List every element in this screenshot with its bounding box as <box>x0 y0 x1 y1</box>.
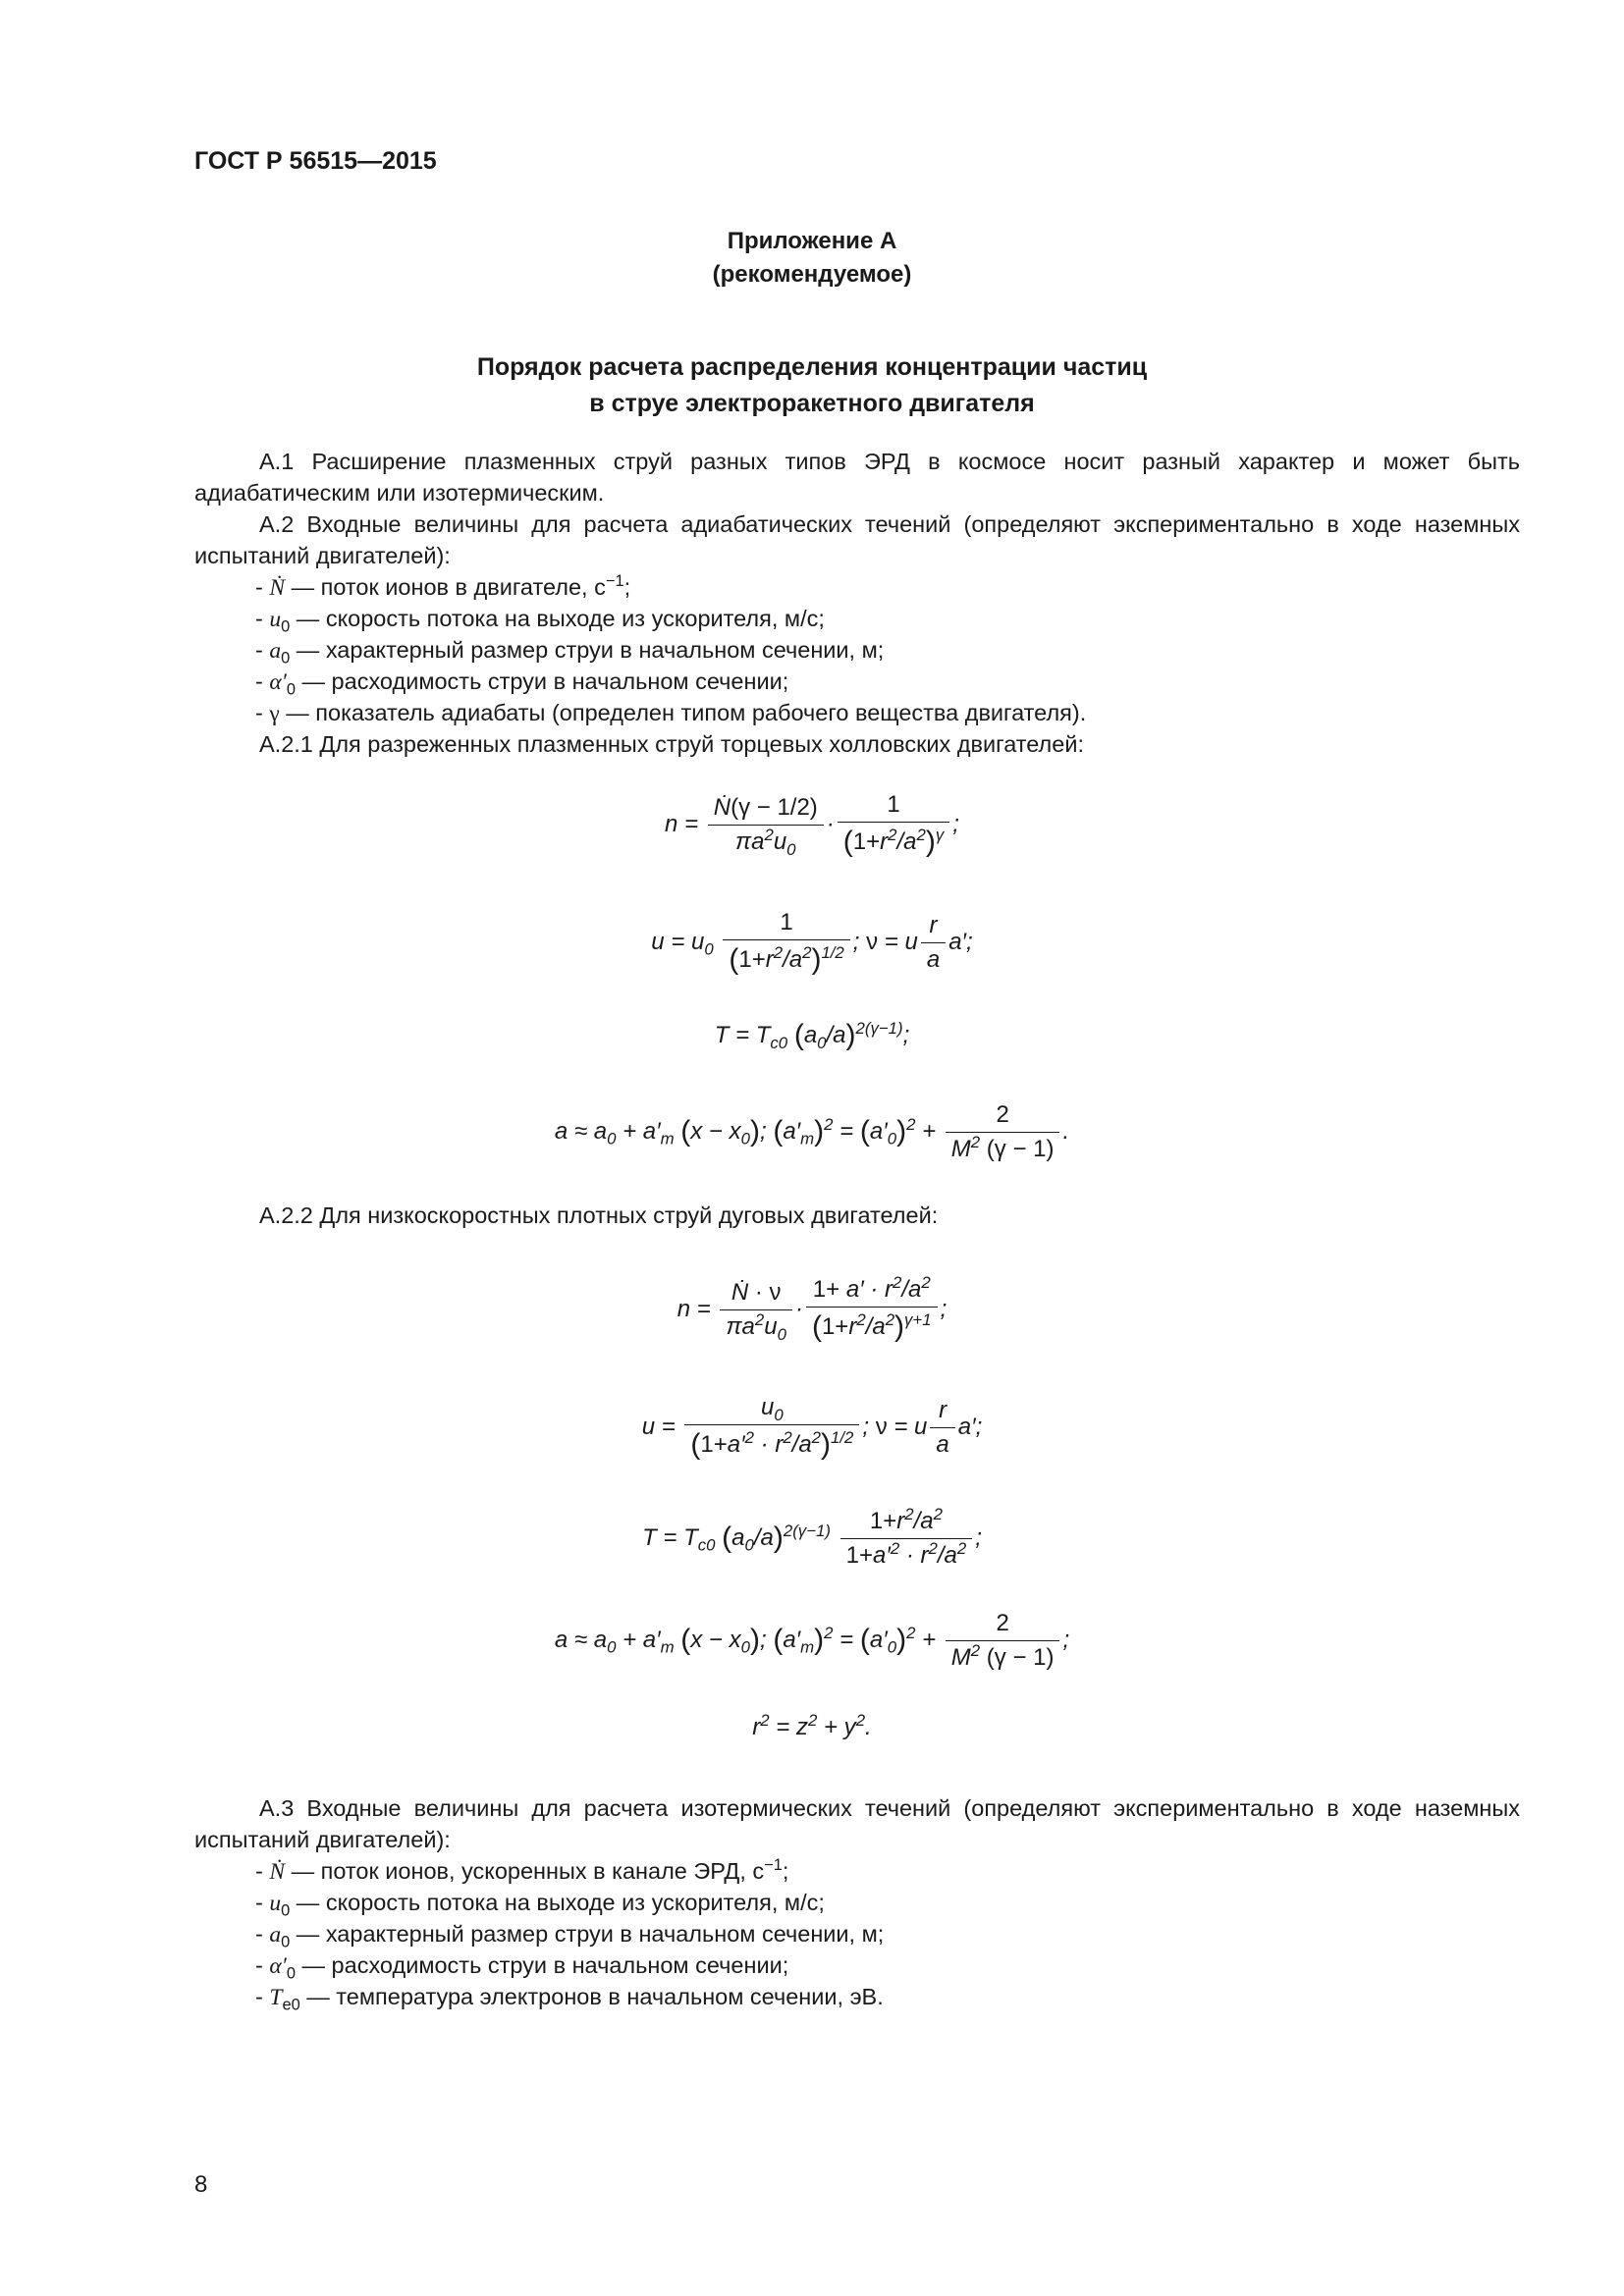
list-item: - $\alpha'_0$ — расходимость струи в начальном сечении; <box>255 1952 789 1983</box>
appendix-title: Приложение А <box>727 228 897 254</box>
list-item: - γ — показатель адиабаты (определен типом рабочего вещества двигателя). <box>255 700 1087 726</box>
list-item: - $u_0$ — скорость потока на выходе из ускорителя, м/с; <box>255 606 825 636</box>
formula-t-arc: $T = T_{c0}$ $(a_0/a)^{2(\gamma-1)}$ $\frac{1+r^2/a^2}{1+a'^2 \cdot r^2/a^2}$ ; <box>642 1505 982 1569</box>
section-title-line-2: в струе электроракетного двигателя <box>589 390 1035 417</box>
formula-u-v-adiabatic: $u = u_0$ $\frac{1}{(1+r^2/a^2)^{1/2}}$ ; ν = u $\frac{r}{a}$ a′; <box>651 909 973 976</box>
formula-a-arc: $a \approx a_0 + a'_m$ $(x - x_0)$; $(a'_m)^2 = (a'_0)^2$ + $\frac{2}{M^2 (\gamma - 1)}$ ; <box>554 1610 1070 1671</box>
formula-n-arc: n = $\frac{\text{Ṅ · ν}}{\pi a^2u_0}$ · $\frac{1+ a' \cdot r^2/a^2}{(1+r^2/a^2)^{\gamma+1}}$ ; <box>677 1273 947 1344</box>
paragraph-a2-1: А.2.1 Для разреженных плазменных струй торцевых холловских двигателей: <box>259 731 1084 757</box>
formula-a-adiabatic: $a \approx a_0 + a'_m$ $(x - x_0)$; $(a'_m)^2 = (a'_0)^2$ + $\frac{2}{M^2 (\gamma - 1)}$ . <box>554 1101 1070 1162</box>
paragraph-a2: А.2 Входные величины для расчета адиабатических течений (определяют экспериментально в ходе наземных испытаний двигателей): <box>194 511 1520 568</box>
document-id-header: ГОСТ Р 56515—2015 <box>194 147 437 175</box>
formula-u-v-arc: u = $\frac{u_0}{(1+a'^2 \cdot r^2/a^2)^{1/2}}$ ; ν = u $\frac{r}{a}$ a′; <box>641 1394 983 1461</box>
list-item: - $a_0$ — характерный размер струи в начальном сечении, м; <box>255 637 885 667</box>
paragraph-a3: А.3 Входные величины для расчета изотермических течений (определяют экспериментально в ходе наземных испытаний двигателей): <box>194 1795 1520 1852</box>
list-item: - Ṅ — поток ионов в двигателе, $с^{-1}$; <box>255 572 631 601</box>
section-title-line-1: Порядок расчета распределения концентрации частиц <box>476 353 1148 381</box>
paragraph-a2-2: А.2.2 Для низкоскоростных плотных струй дуговых двигателей: <box>259 1202 939 1228</box>
page-number: 8 <box>194 2171 208 2198</box>
formula-t-adiabatic: $T = T_{c0}$ $(a_0/a)^{2(\gamma-1)}$; <box>714 1019 910 1052</box>
list-item: - $\alpha'_0$ — расходимость струи в начальном сечении; <box>255 668 789 699</box>
formula-n-adiabatic: n = $\frac{\text{Ṅ(γ − 1/2)}}{\pi a^2u_0}$ · $\frac{1}{(1+r^2/a^2)^\gamma}$ ; <box>665 791 959 859</box>
list-item: - $T_{e0}$ — температура электронов в начальном сечении, эВ. <box>255 1984 884 2014</box>
list-item: - $u_0$ — скорость потока на выходе из ускорителя, м/с; <box>255 1890 825 1920</box>
list-item: - Ṅ — поток ионов, ускоренных в канале ЭРД, $с^{-1}$; <box>255 1856 789 1885</box>
list-item: - $a_0$ — характерный размер струи в начальном сечении, м; <box>255 1921 885 1951</box>
formula-r-squared: $r^2 = z^2 + y^2$. <box>752 1711 872 1740</box>
appendix-subtitle: (рекомендуемое) <box>712 261 912 288</box>
paragraph-a1: А.1 Расширение плазменных струй разных типов ЭРД в космосе носит разный характер и может быть адиабатическим или изотермическим. <box>194 449 1520 506</box>
